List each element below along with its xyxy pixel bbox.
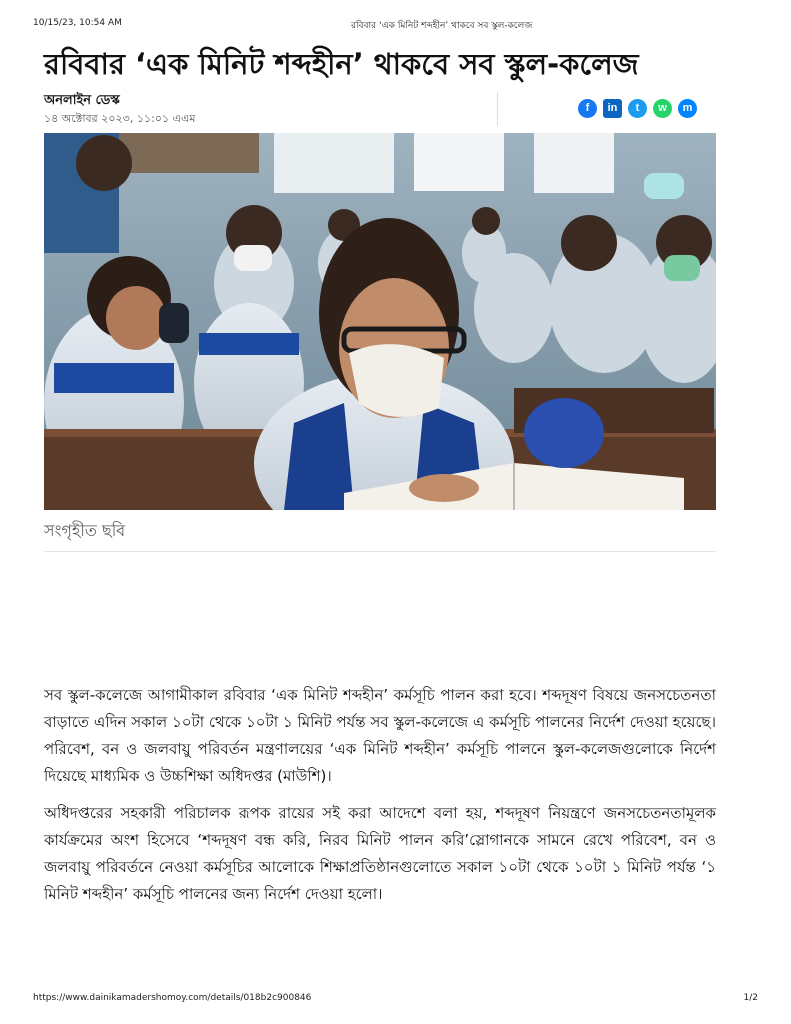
print-page-number: 1/2 xyxy=(743,993,758,1003)
caption-divider xyxy=(44,551,716,552)
article-photo xyxy=(44,133,716,510)
article-paragraph: অধিদপ্তরের সহকারী পরিচালক রূপক রায়ের সই করা আদেশে বলা হয়, শব্দদূষণ নিয়ন্ত্রণে জনসচেতনতামূলক কার্যক্রমের অংশ হিসেবে ‘শব্দদূষণ বন্ধ করি, নিরব মিনিট পালন করি’স্লোগানকে সামনে রেখে পরিবেশ, বন ও জলবায়ু পরিবর্তনে নেওয়া কর্মসূচির আলোকে শিক্ষাপ্রতিষ্ঠানগুলোতে সকাল ১০টা থেকে ১০টা ১ মিনিট পর্যন্ত ‘১ মিনিট শব্দহীন’ কর্মসূচি পালনের জন্য নির্দেশ দেওয়া হলো। xyxy=(44,804,716,903)
messenger-icon[interactable]: m xyxy=(678,99,697,118)
linkedin-icon[interactable]: in xyxy=(603,99,622,118)
twitter-icon[interactable]: t xyxy=(628,99,647,118)
byline-divider xyxy=(497,92,498,126)
image-caption: সংগৃহীত ছবি xyxy=(44,521,126,540)
classroom-photo-illustration xyxy=(44,133,716,510)
print-footer xyxy=(33,993,758,1007)
article-paragraph: সব স্কুল-কলেজে আগামীকাল রবিবার ‘এক মিনিট শব্দহীন’ কর্মসূচি পালন করা হবে। শব্দদূষণ বিষয়ে জনসচেতনতা বাড়াতে এদিন সকাল ১০টা থেকে ১০টা ১ মিনিট পর্যন্ত সব স্কুল-কলেজে এ কর্মসূচি পালনের নির্দেশ দেওয়া হয়েছে। পরিবেশ, বন ও জলবায়ু পরিবর্তন মন্ত্রণালয়ের ‘এক মিনিট শব্দহীন’ কর্মসূচি পালনে স্কুল-কলেজগুলোকে নির্দেশ দিয়েছে মাধ্যমিক ও উচ্চশিক্ষা অধিদপ্তর (মাউশি)। xyxy=(44,686,716,785)
byline xyxy=(44,92,494,127)
print-page-title: রবিবার ‘এক মিনিট শব্দহীন’ থাকবে সব স্কুল-কলেজ xyxy=(351,21,533,31)
print-datetime: 10/15/23, 10:54 AM xyxy=(33,18,122,28)
article-body xyxy=(44,682,716,918)
print-header xyxy=(33,18,758,32)
author-name[interactable]: অনলাইন ডেস্ক xyxy=(44,93,120,108)
whatsapp-icon[interactable]: w xyxy=(653,99,672,118)
print-url[interactable]: https://www.dainikamadershomoy.com/details/018b2c900846 xyxy=(33,993,312,1003)
article-headline: রবিবার ‘এক মিনিট শব্দহীন’ থাকবে সব স্কুল-কলেজ xyxy=(44,47,639,81)
share-bar xyxy=(578,99,697,118)
publish-date: ১৪ অক্টোবর ২০২৩, ১১:০১ এএম xyxy=(44,112,196,125)
facebook-icon[interactable]: f xyxy=(578,99,597,118)
